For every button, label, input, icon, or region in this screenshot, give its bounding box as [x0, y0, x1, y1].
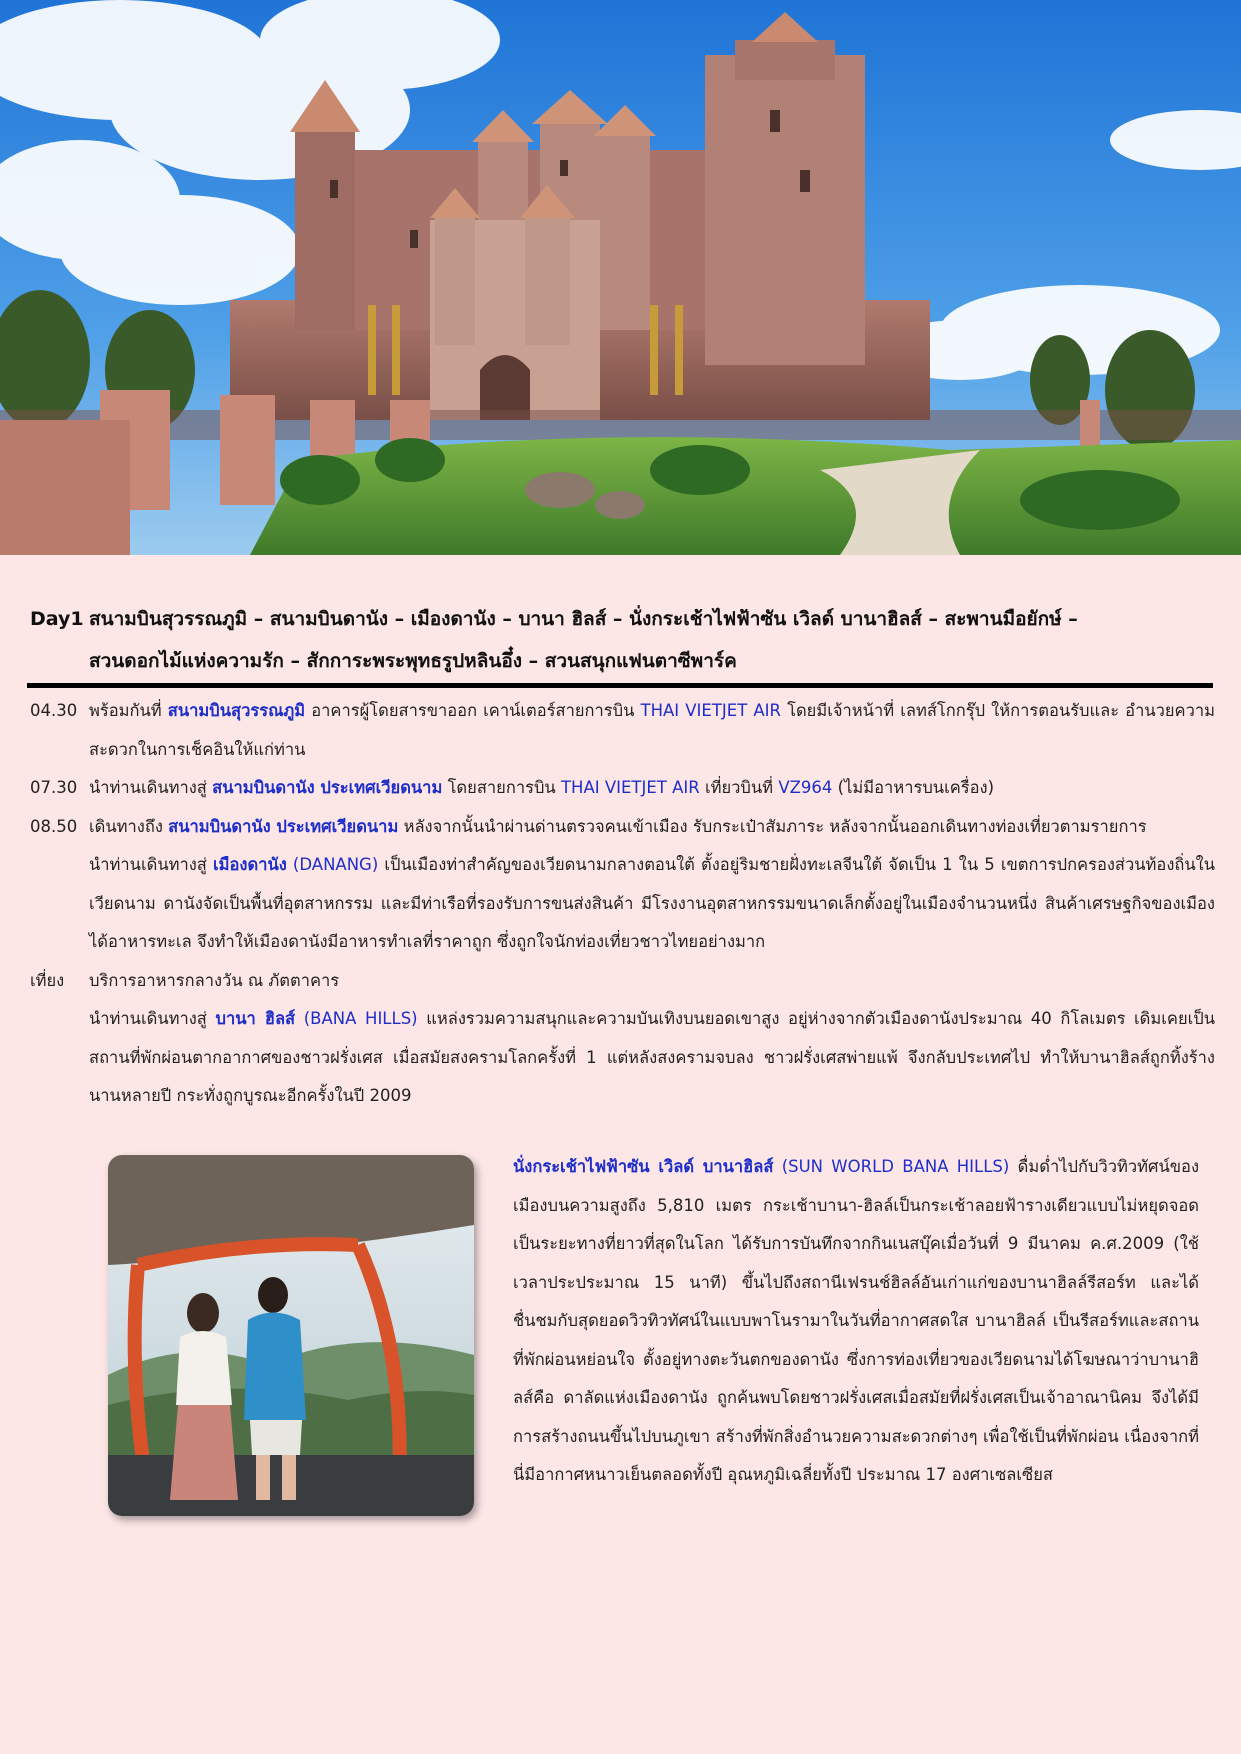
entry-time: 07.30	[30, 778, 78, 797]
castle-hero-photo	[0, 0, 1241, 555]
entry-lunch	[30, 962, 1215, 1001]
cable-car-description: นั่งกระเช้าไฟฟ้าซัน เวิลด์ บานาฮิลส์ (SUN WORLD BANA HILLS) ดื่มด่ำไปกับวิวทิวทัศน์ของเมืองบนความสูงถึง 5,810 เมตร กระเช้าบานา-ฮิลล์เป็นกระเช้าลอยฟ้ารางเดียวแบบไม่หยุดจอดเป็นระยะทางที่ยาวที่สุดในโลก ได้รับการบันทึกจากกินเนสบุ๊คเมื่อวันที่ 9 มีนาคม ค.ศ.2009 (ใช้เวลาประประมาณ 15 นาที) ขึ้นไปถึงสถานีเฟรนช์ฮิลล์อันเก่าแก่ของบานาฮิลล์รีสอร์ท และได้ชื่นชมกับสุดยอดวิวทิวทัศน์ในแบบพาโนรามาในวันที่อากาศสดใส บานาฮิลล์ เป็นรีสอร์ทและสถานที่พักผ่อนหย่อนใจ ตั้งอยู่ทางตะวันตกของดานัง ซึ่งการท่องเที่ยวของเวียดนามได้โฆษณาว่าบานาฮิลส์คือ ดาลัดแห่งเมืองดานัง ถูกค้นพบโดยชาวฝรั่งเศสเมื่อสมัยที่ฝรั่งเศสเป็นเจ้าอาณานิคม จึงได้มีการสร้างถนนขึ้นไปบนภูเขา สร้างที่พักสิ่งอำนวยความสะดวกต่างๆ เพื่อใช้เป็นที่พักผ่อน เนื่องจากที่นี่มีอากาศหนาวเย็นตลอดทั้งปี อุณหภูมิเฉลี่ยทั้งปี ประมาณ 17 องศาเซลเซียส	[513, 1157, 1199, 1484]
entry-text: บริการอาหารกลางวัน ณ ภัตตาคาร	[89, 970, 340, 990]
entry-time: เที่ยง	[30, 970, 65, 990]
entry-time: 08.50	[30, 816, 78, 836]
entry-0730	[30, 769, 1215, 808]
entry-text: นำท่านเดินทางสู่ บานา ฮิลส์ (BANA HILLS) แหล่งรวมความสนุกและความบันเทิงบนยอดเขาสูง อยู่ห่างจากตัวเมืองดานังประมาณ 40 กิโลเมตร เดิมเคยเป็นสถานที่พักผ่อนตากอากาศของชาวฝรั่งเศส เมื่อสมัยสงครามโลกครั้งที่ 1 แต่หลังสงครามจบลง ชาวฝรั่งเศสพ่ายแพ้ จึงกลับประเทศไป ทำให้บานาฮิลส์ถูกทิ้งร้างนานหลายปี กระทั่งถูกบูรณะอีกครั้งในปี 2009	[89, 1009, 1216, 1105]
day-label: Day1	[30, 608, 84, 630]
sun-world-title: นั่งกระเช้าไฟฟ้าซัน เวิลด์ บานาฮิลส์	[513, 1157, 774, 1176]
airline-name: THAI VIETJET AIR	[560, 778, 700, 797]
day1-title-line2: สวนดอกไม้แห่งความรัก – สักการะพระพุทธรูปหลินอึ๋ง – สวนสนุกแฟนตาซีพาร์ค	[89, 650, 737, 672]
entry-danang	[30, 846, 1215, 962]
entry-0430	[30, 692, 1215, 769]
airport-danang: สนามบินดานัง ประเทศเวียดนาม	[168, 816, 399, 836]
header-divider	[27, 683, 1213, 688]
flight-number: VZ964	[778, 778, 833, 797]
day1-title-line1: สนามบินสุวรรณภูมิ – สนามบินดานัง – เมืองดานัง – บานา ฮิลส์ – นั่งกระเช้าไฟฟ้าซัน เวิลด์ บานาฮิลส์ – สะพานมือยักษ์ –	[89, 608, 1078, 630]
entry-text: นำท่านเดินทางสู่ สนามบินดานัง ประเทศเวียดนาม โดยสายการบิน THAI VIETJET AIR เที่ยวบินที่ VZ964 (ไม่มีอาหารบนเครื่อง)	[89, 778, 995, 797]
entry-text: นำท่านเดินทางสู่ เมืองดานัง (DANANG) เป็นเมืองท่าสำคัญของเวียดนามกลางตอนใต้ ตั้งอยู่ริมชายฝั่งทะเลจีนใต้ จัดเป็น 1 ใน 5 เขตการปกครองส่วนท้องถิ่นในเวียดนาม ดานังจัดเป็นพื้นที่อุตสาหกรรม และมีท่าเรือที่รองรับการขนส่งสินค้า มีโรงงานอุตสาหกรรมขนาดเล็กตั้งอยู่ในเมืองจำนวนหนึ่ง สินค้าเศรษฐกิจของเมืองได้อาหารทะเล จึงทำให้เมืองดานังมีอาหารทำเลที่ราคาถูก ซึ่งถูกใจนักท่องเที่ยวชาวไทยอย่างมาก	[89, 855, 1215, 951]
airline-name: THAI VIETJET AIR	[640, 701, 781, 720]
itinerary	[30, 692, 1215, 1116]
entry-text: เดินทางถึง สนามบินดานัง ประเทศเวียดนาม หลังจากนั้นนำผ่านด่านตรวจคนเข้าเมือง รับกระเป๋าสัมภาระ หลังจากนั้นออกเดินทางท่องเที่ยวตามรายการ	[89, 816, 1147, 836]
day1-header	[30, 598, 1215, 682]
entry-bana	[30, 1000, 1215, 1116]
danang-city: เมืองดานัง	[213, 855, 287, 874]
entry-text: พร้อมกันที่ สนามบินสุวรรณภูมิ อาคารผู้โดยสารขาออก เคาน์เตอร์สายการบิน THAI VIETJET AIR โดยมีเจ้าหน้าที่ เลทส์โกกรุ๊ป ให้การตอนรับและ อำนวยความสะดวกในการเช็คอินให้แก่ท่าน	[89, 701, 1216, 759]
entry-0850	[30, 808, 1215, 847]
airport-danang: สนามบินดานัง ประเทศเวียดนาม	[212, 778, 443, 797]
airport-suvarnabhumi: สนามบินสุวรรณภูมิ	[167, 701, 306, 720]
cable-car-couple-photo	[108, 1155, 474, 1516]
bana-hills: บานา ฮิลส์	[215, 1009, 296, 1028]
entry-time: 04.30	[30, 701, 78, 720]
